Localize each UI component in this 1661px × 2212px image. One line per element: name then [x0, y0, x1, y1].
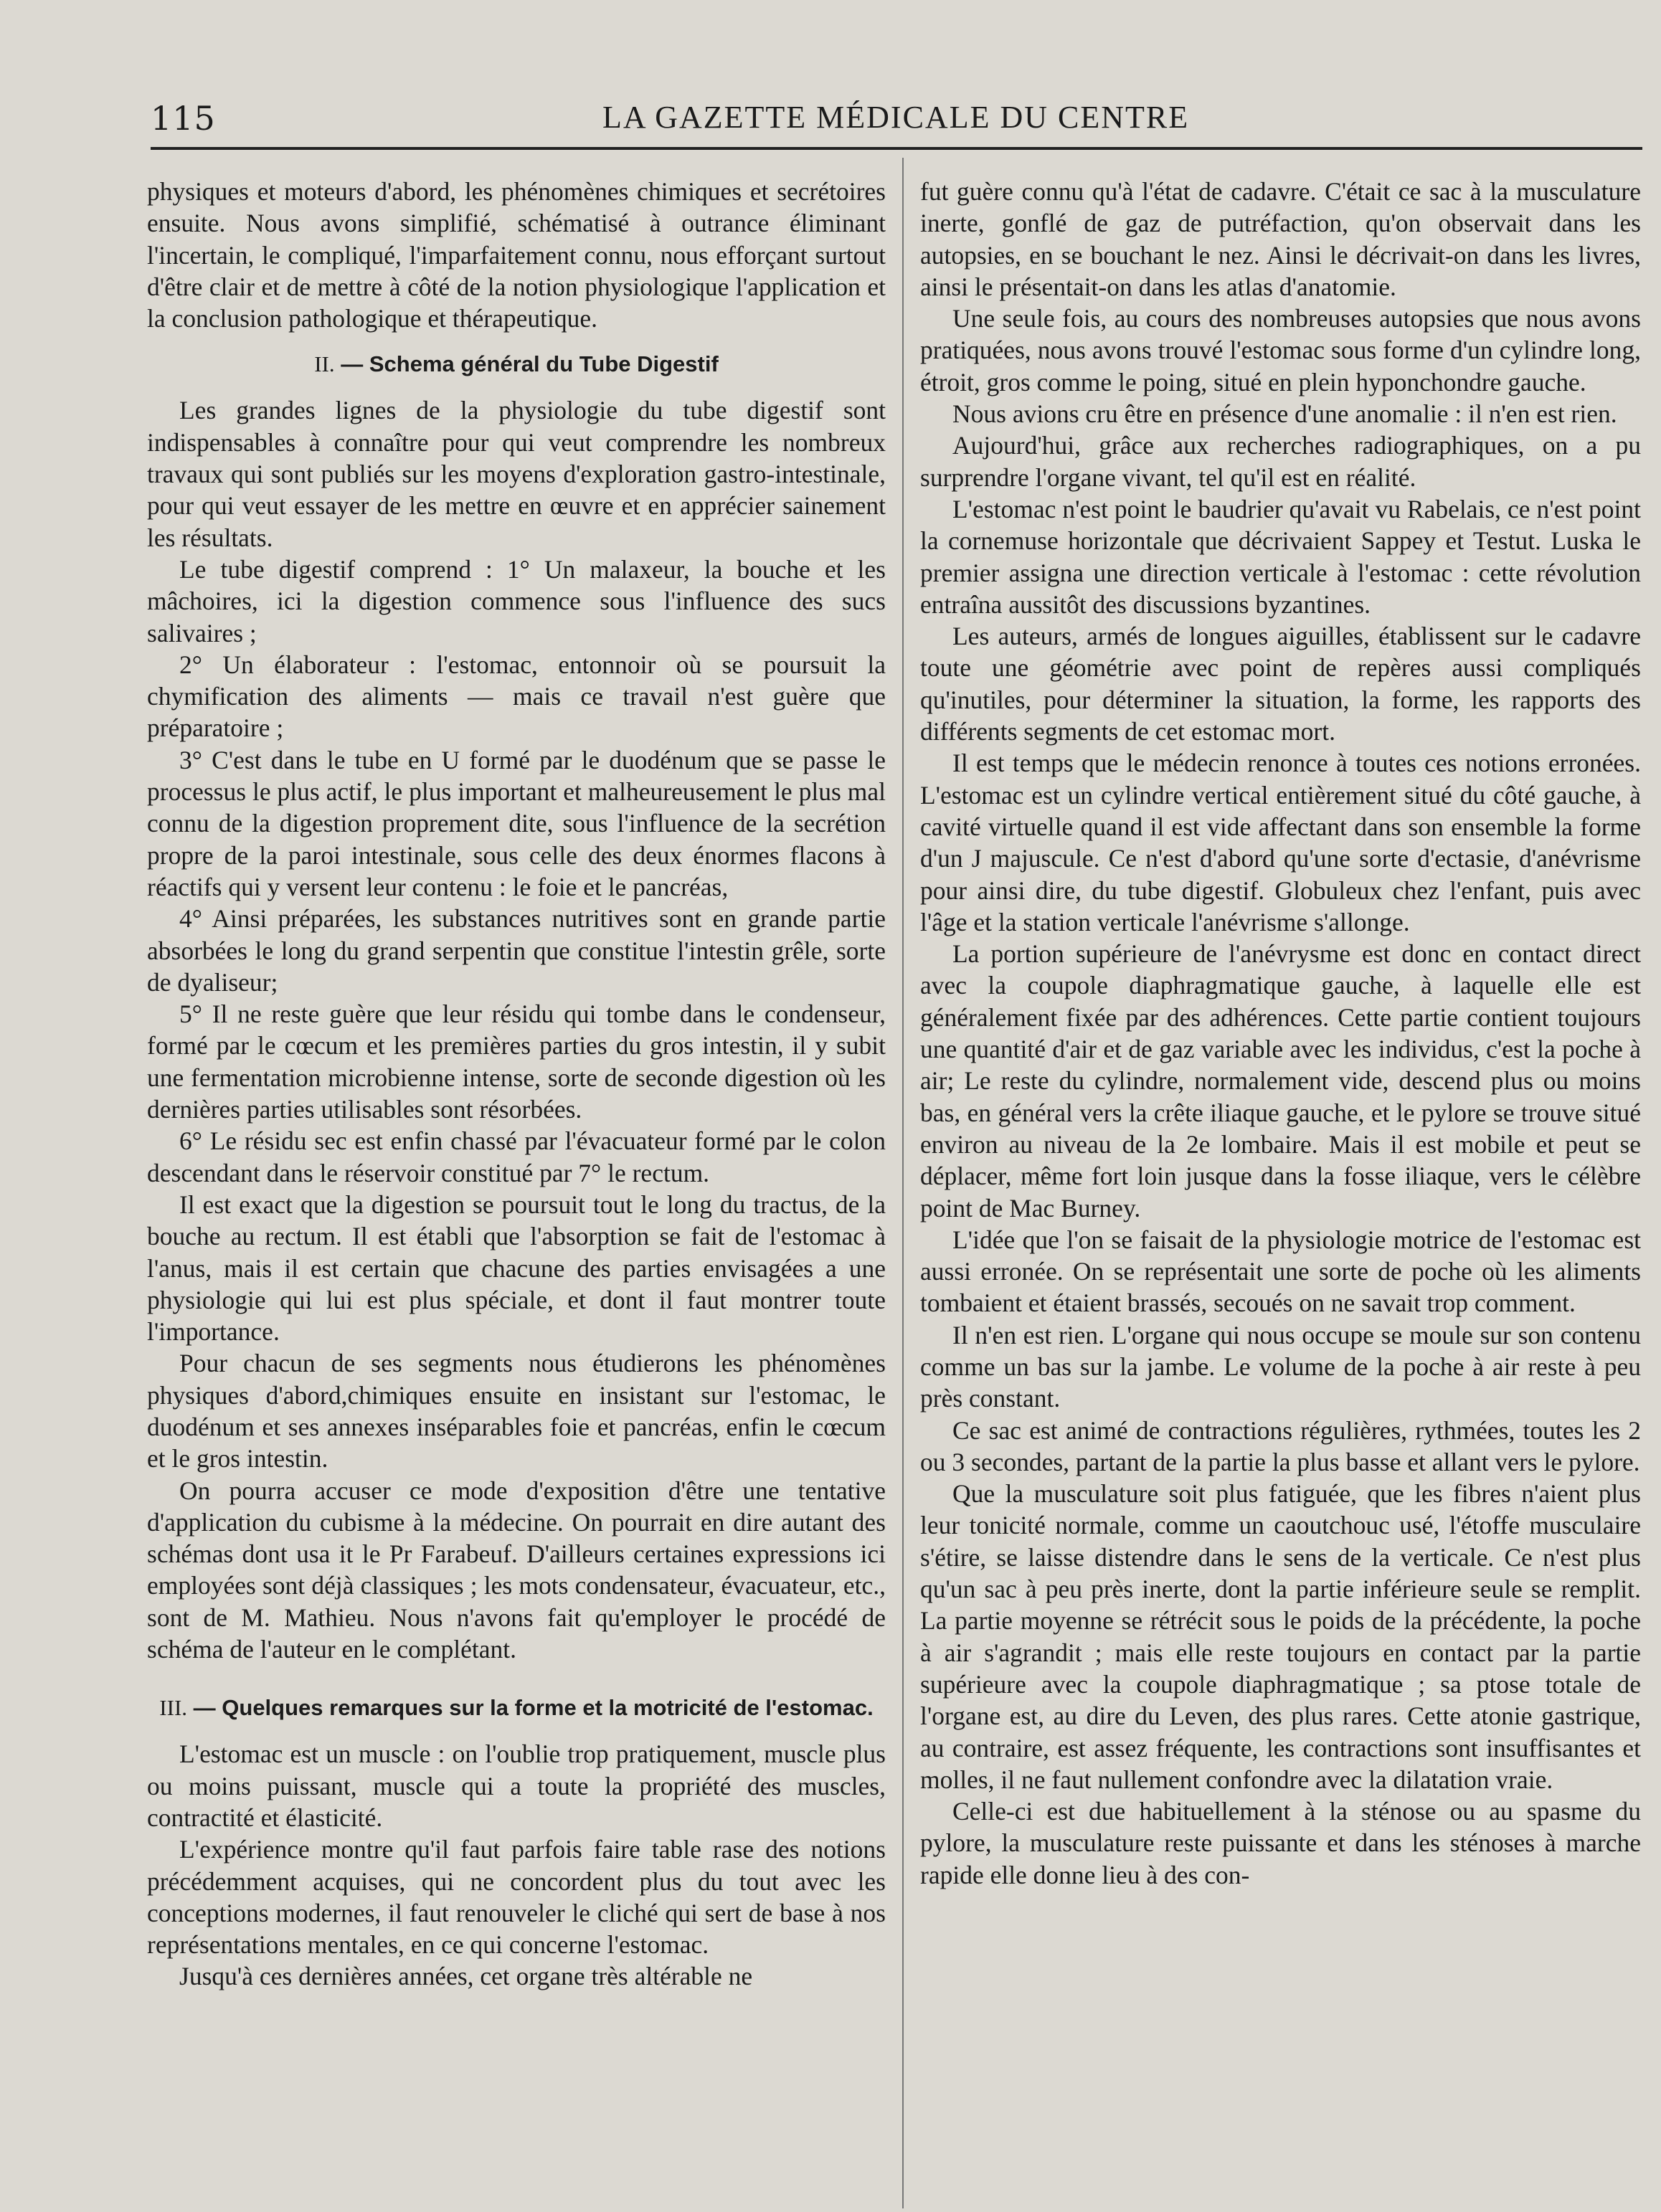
right-column: [920, 176, 1641, 1891]
paragraph: La portion supérieure de l'anévrysme est donc en contact direct avec la coupole diaphragmatique gauche, à laquelle elle est généralement fixée par des adhérences. Cette partie contient toujours une quantité d'air et de gaz variable avec les individus, c'est la poche à air; Le reste du cylindre, normalement vide, descend plus ou moins bas, en général vers la crête iliaque gauche, et le pylore se trouve situé environ au niveau de la 2e lombaire. Mais il est mobile et peut se déplacer, même fort loin jusque dans la fosse iliaque, vers le célèbre point de Mac Burney.: [920, 939, 1641, 1223]
paragraph: Une seule fois, au cours des nombreuses autopsies que nous avons pratiquées, nous avons trouvé l'estomac sous forme d'un cylindre long, étroit, gros comme le poing, situé en plein hyponchondre gauche.: [920, 304, 1641, 397]
section-title: — Quelques remarques sur la forme et la motricité de l'estomac.: [193, 1695, 874, 1721]
paragraph: L'estomac est un muscle : on l'oublie trop pratiquement, muscle plus ou moins puissant, muscle qui a toute la propriété des muscles, contractité et élasticité.: [147, 1739, 886, 1832]
page-header: [151, 99, 1642, 149]
paragraph: Pour chacun de ses segments nous étudierons les phénomènes physiques d'abord,chimiques ensuite en insistant sur l'estomac, le duodénum et ses annexes inséparables foie et pancréas, enfin le cœcum et le gros intestin.: [147, 1349, 886, 1473]
paragraph: 2° Un élaborateur : l'estomac, entonnoir où se poursuit la chymification des aliments — mais ce travail n'est guère que préparatoire ;: [147, 650, 886, 743]
paragraph: Celle-ci est due habituellement à la sténose ou au spasme du pylore, la musculature reste puissante et dans les sténoses à marche rapide elle donne lieu à des con-: [920, 1797, 1641, 1889]
section-heading: [147, 1694, 886, 1722]
paragraph: On pourra accuser ce mode d'exposition d'être une tentative d'application du cubisme à la médecine. On pourrait en dire autant des schémas dont usa it le Pr Farabeuf. D'ailleurs certaines expressions ici employées sont déjà classiques ; les mots condensateur, évacuateur, etc., sont de M. Mathieu. Nous n'avons fait qu'employer le procédé de schéma de l'auteur en le complétant.: [147, 1476, 886, 1664]
paragraph: Aujourd'hui, grâce aux recherches radiographiques, on a pu surprendre l'organe vivant, tel qu'il est en réalité.: [920, 431, 1641, 492]
paragraph: 5° Il ne reste guère que leur résidu qui tombe dans le condenseur, formé par le cœcum et les premières parties du gros intestin, il y subit une fermentation microbienne intense, sorte de seconde digestion où les dernières parties utilisables sont résorbées.: [147, 1000, 886, 1124]
paragraph: Les grandes lignes de la physiologie du tube digestif sont indispensables à connaître pour qui veut comprendre les nombreux travaux qui sont publiés sur les moyens d'exploration gastro-intestinale, pour qui veut essayer de les mettre en œuvre et en apprécier sainement les résultats.: [147, 396, 886, 552]
section-heading: [147, 350, 886, 379]
paragraph: Le tube digestif comprend : 1° Un malaxeur, la bouche et les mâchoires, ici la digestion commence sous l'influence des sucs salivaires ;: [147, 554, 886, 647]
paragraph: physiques et moteurs d'abord, les phénomènes chimiques et secrétoires ensuite. Nous avons simplifié, schématisé à outrance éliminant l'incertain, le compliqué, l'imparfaitement connu, nous efforçant surtout d'être clair et de mettre à côté de la notion physiologique l'application et la conclusion pathologique et thérapeutique.: [147, 177, 886, 333]
paragraph: Jusqu'à ces dernières années, cet organe très altérable ne: [179, 1962, 753, 1991]
paragraph: Il est exact que la digestion se poursuit tout le long du tractus, de la bouche au rectum. Il est établi que l'absorption se fait de l'estomac à l'anus, mais il est certain que chacune des parties envisagées a une physiologie qui lui est plus spéciale, et dont il faut montrer toute l'importance.: [147, 1190, 886, 1347]
paragraph: fut guère connu qu'à l'état de cadavre. C'était ce sac à la musculature inerte, gonflé de gaz de putréfaction, qu'on observait dans les autopsies, en se bouchant le nez. Ainsi le décrivait-on dans les livres, ainsi le présentait-on dans les atlas d'anatomie.: [920, 177, 1641, 301]
paragraph: 6° Le résidu sec est enfin chassé par l'évacuateur formé par le colon descendant dans le réservoir constitué par 7° le rectum.: [147, 1126, 886, 1187]
paragraph: Il n'en est rien. L'organe qui nous occupe se moule sur son contenu comme un bas sur la jambe. Le volume de la poche à air reste à peu près constant.: [920, 1320, 1641, 1413]
section-title: — Schema général du Tube Digestif: [341, 351, 719, 377]
paragraph: Que la musculature soit plus fatiguée, que les fibres n'aient plus leur tonicité normale, comme un caoutchouc usé, l'étoffe musculaire s'étire, se laisse distendre dans le sens de la verticale. Ce n'est plus qu'un sac à peu près inerte, dont la partie inférieure seule se remplit. La partie moyenne se rétrécit sous le poids de la précédente, la poche à air s'agrandit ; mais elle reste toujours en contact par la partie supérieure avec la coupole diaphragmatique ; sa ptose totale de l'organe est, au dire du Leven, des plus rares. Cette atonie gastrique, au contraire, est assez fréquente, les contractions sont insuffisantes et molles, il ne faut nullement confondre avec la dilatation vraie.: [920, 1479, 1641, 1794]
section-number: II.: [314, 351, 335, 377]
running-title: LA GAZETTE MÉDICALE DU CENTRE: [602, 100, 1190, 135]
paragraph: 4° Ainsi préparées, les substances nutritives sont en grande partie absorbées le long du grand serpentin que constitue l'intestin grêle, sorte de dyaliseur;: [147, 904, 886, 997]
paragraph: Ce sac est animé de contractions régulières, rythmées, toutes les 2 ou 3 secondes, partant de la partie la plus basse et allant vers le pylore.: [920, 1415, 1641, 1476]
page-number: 115: [151, 99, 216, 138]
column-divider: [902, 158, 904, 2208]
paragraph: Il est temps que le médecin renonce à toutes ces notions erronées. L'estomac est un cylindre vertical entièrement situé du côté gauche, à cavité virtuelle quand il est vide affectant dans son ensemble la forme d'un J majuscule. Ce n'est d'abord qu'une sorte d'ectasie, d'anévrisme pour ainsi dire, du tube digestif. Globuleux chez l'enfant, puis avec l'âge et la station verticale l'anévrisme s'allonge.: [920, 749, 1641, 936]
paragraph: Nous avions cru être en présence d'une anomalie : il n'en est rien.: [952, 399, 1617, 429]
header-rule: [151, 147, 1642, 150]
paragraph: 3° C'est dans le tube en U formé par le duodénum que se passe le processus le plus actif, le plus important et malheureusement le plus mal connu de la digestion proprement dite, sous l'influence de la secrétion propre de la paroi intestinale, sous celle des deux énormes flacons à réactifs qui y versent leur contenu : le foie et le pancréas,: [147, 745, 886, 901]
paragraph: L'idée que l'on se faisait de la physiologie motrice de l'estomac est aussi erronée. On se représentait une sorte de poche où les aliments tombaient et étaient brassés, secoués on ne savait trop comment.: [920, 1225, 1641, 1318]
paragraph: L'estomac n'est point le baudrier qu'avait vu Rabelais, ce n'est point la cornemuse horizontale que décrivaient Sappey et Testut. Luska le premier assigna une direction verticale à l'estomac : cette révolution entraîna aussitôt des discussions byzantines.: [920, 494, 1641, 619]
left-column: [147, 176, 886, 1993]
section-number: III.: [159, 1695, 188, 1721]
paragraph: L'expérience montre qu'il faut parfois faire table rase des notions précédemment acquises, qui ne concordent plus du tout avec les conceptions modernes, il faut renouveler le cliché qui sert de base à nos représentations mentales, en ce qui concerne l'estomac.: [147, 1835, 886, 1960]
paragraph: Les auteurs, armés de longues aiguilles, établissent sur le cadavre toute une géométrie avec point de repères aussi compliqués qu'inutiles, pour déterminer la situation, la forme, les rapports des différents segments de cet estomac mort.: [920, 622, 1641, 746]
